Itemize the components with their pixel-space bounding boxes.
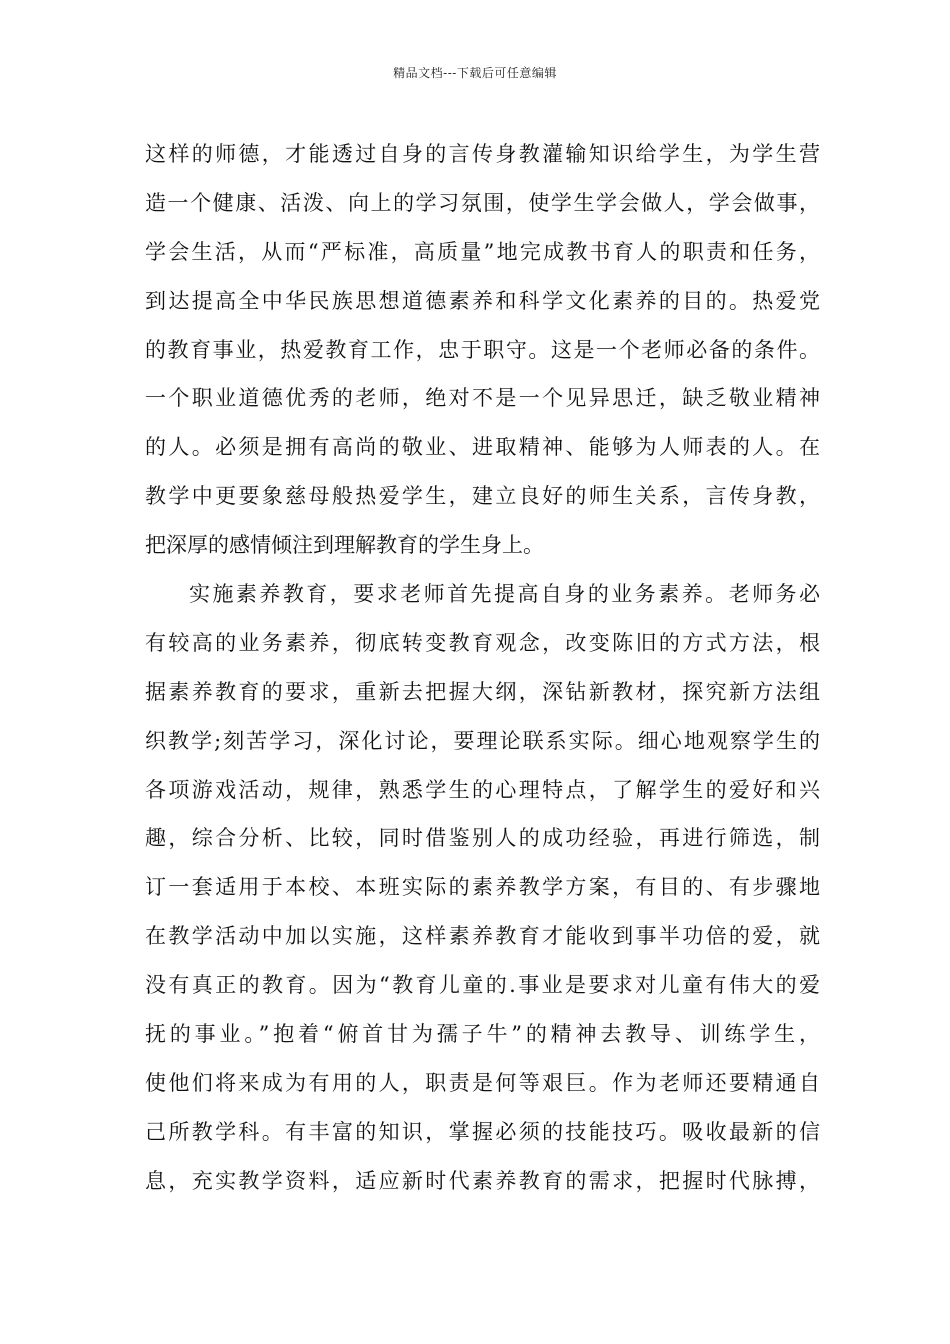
text-line: 教学中更要象慈母般热爱学生，建立良好的师生关系，言传身教， (145, 484, 820, 509)
text-line: 使他们将来成为有用的人，职责是何等艰巨。作为老师还要精通自 (145, 1070, 820, 1095)
text-line: 的教育事业，热爱教育工作，忠于职守。这是一个老师必备的条件。 (145, 337, 820, 362)
text-line: 到达提高全中华民族思想道德素养和科学文化素养的目的。热爱党 (145, 288, 820, 313)
text-line: 造一个健康、活泼、向上的学习氛围，使学生学会做人，学会做事， (145, 190, 820, 215)
text-line: 这样的师德，才能透过自身的言传身教灌输知识给学生，为学生营 (145, 142, 820, 166)
paragraph-first-line: 实施素养教育，要求老师首先提高自身的业务素养。老师务必 (189, 582, 820, 607)
text-line: 把深厚的感情倾注到理解教育的学生身上。 (145, 533, 544, 558)
text-line: 的人。必须是拥有高尚的敬业、进取精神、能够为人师表的人。在 (145, 435, 820, 460)
text-line: 织教学;刻苦学习，深化讨论，要理论联系实际。细心地观察学生的 (145, 728, 820, 753)
body-text (145, 130, 820, 1206)
text-line: 一个职业道德优秀的老师，绝对不是一个见异思迁，缺乏敬业精神 (145, 386, 820, 411)
text-line: 抚的事业。”抱着“俯首甘为孺子牛”的精神去教导、训练学生， (145, 1022, 820, 1047)
text-line: 各项游戏活动，规律，熟悉学生的心理特点，了解学生的爱好和兴 (145, 777, 820, 802)
page-header: 精品文档---下载后可任意编辑 (393, 66, 557, 80)
text-line: 据素养教育的要求，重新去把握大纲，深钻新教材，探究新方法组 (145, 679, 820, 704)
text-line: 订一套适用于本校、本班实际的素养教学方案，有目的、有步骤地 (145, 875, 820, 900)
text-line: 有较高的业务素养，彻底转变教育观念，改变陈旧的方式方法，根 (145, 630, 820, 655)
text-line: 己所教学科。有丰富的知识，掌握必须的技能技巧。吸收最新的信 (145, 1119, 820, 1144)
text-line: 息，充实教学资料，适应新时代素养教育的需求，把握时代脉搏， (145, 1168, 820, 1193)
text-line: 学会生活，从而“严标准，高质量”地完成教书育人的职责和任务， (145, 239, 820, 264)
text-line: 趣，综合分析、比较，同时借鉴别人的成功经验，再进行筛选，制 (145, 826, 820, 851)
text-line: 在教学活动中加以实施，这样素养教育才能收到事半功倍的爱，就 (145, 924, 820, 949)
text-line: 没有真正的教育。因为“教育儿童的.事业是要求对儿童有伟大的爱 (145, 973, 820, 998)
